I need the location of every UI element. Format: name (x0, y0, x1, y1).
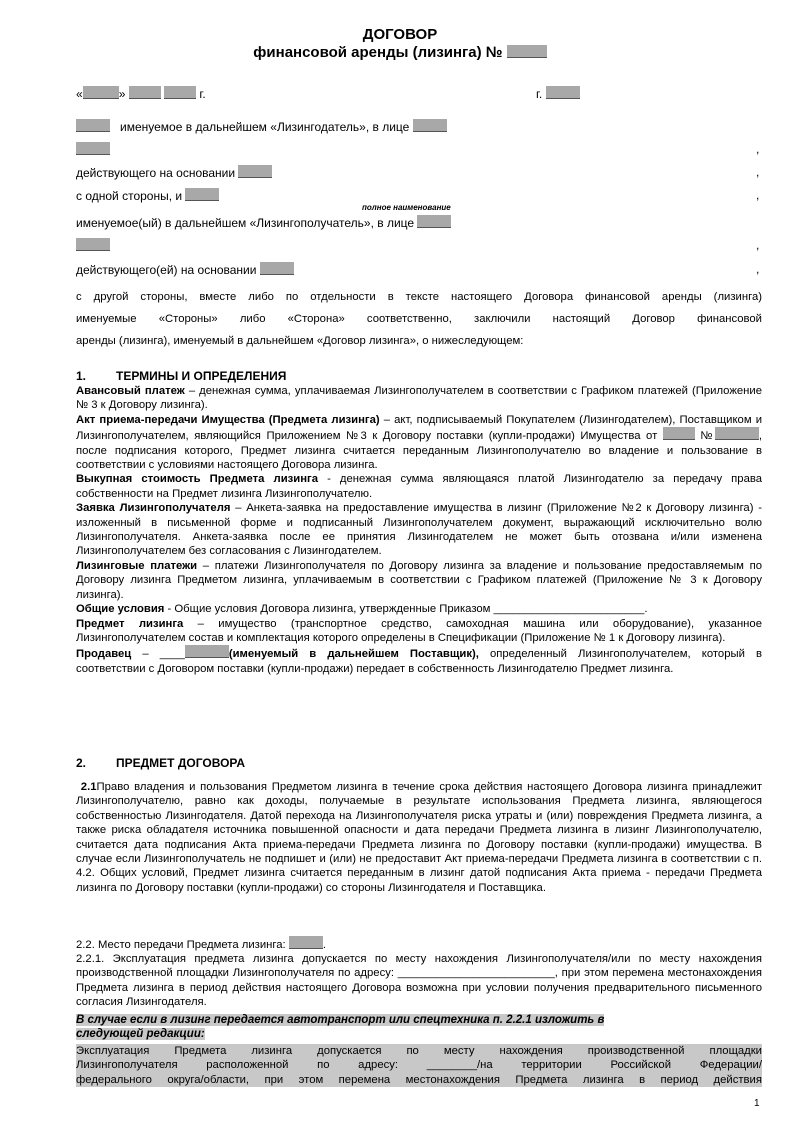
subtitle-text: финансовой аренды (лизинга) № (253, 44, 503, 61)
note-line-1: В случае если в лизинг передается автотранспорт или спецтехника п. 2.2.1 изложить в (76, 1014, 605, 1026)
note-line-2: следующей редакции: (76, 1028, 205, 1040)
lessor-rep-field[interactable] (413, 119, 447, 132)
lessee-line (76, 215, 451, 230)
section-2-number: 2. (76, 756, 87, 770)
term: Общие условия (76, 603, 165, 616)
definition: – платежи Лизингополучателя по Договору лизинга за владение и пользование предоставляемым по Договору лизинга Предметом лизинга, уплачиваемым в соответствии с Графиком платежей (Приложение № 3 к Договору лизинга). (76, 559, 762, 601)
comma: , (756, 188, 760, 202)
intro-line-1: с другой стороны, вместе либо по отдельности в тексте настоящего Договора финансовой аренды (лизинга) (76, 291, 762, 303)
lessee-text: именуемое(ый) в дальнейшем «Лизингополучатель», в лице (76, 216, 415, 230)
clause-number: 2.1 (80, 781, 97, 793)
alt-line-3: федерального округа/области, при этом перемена местонахождения Предмета лизинга в период действия (76, 1073, 762, 1086)
lessor-rep-line (76, 142, 110, 157)
section-2-title: ПРЕДМЕТ ДОГОВОРА (116, 756, 246, 770)
month-field[interactable] (129, 86, 161, 99)
clause-text: Право владения и пользования Предметом лизинга в течение срока действия настоящего Договора лизинга принадлежит Лизингополучателю, равно как доходы, получаемые в результате использования Предмета лизинга, являющегося собственностью Лизингодателя. Датой перехода на Лизингополучателя риска утраты и (или) повреждения Предмета лизинга, а также риска обладателя источника повышенной опасности и дата передачи Предмета лизинга в лизинг Лизингополучателю, считается дата подписания Акта приема-передачи Предмета лизинга по Договору поставки (купли-продажи) имущества. В случае если Лизингополучатель не подпишет и (или) не предоставит Акт приема-передачи Предмета лизинга в соответствии с п. 4.2. Общих условий, Предмет лизинга считается переданным в лизинг датой подписания Акта приема - передачи Предмета лизинга по Договору поставки (купли-продажи) со стороны Лизингодателя и Поставщика. (76, 781, 762, 894)
term: Предмет лизинга (76, 617, 184, 630)
document-subtitle (0, 44, 800, 61)
lessee-rep-name-field[interactable] (76, 238, 110, 251)
clause-end: . (322, 939, 326, 951)
definition-seller (76, 645, 762, 676)
acting-basis-text: действующего на основании (76, 166, 236, 180)
definition-subject (76, 617, 762, 646)
clause-2-2 (76, 936, 762, 952)
document-title: ДОГОВОР (362, 26, 438, 43)
city-prefix: г. (536, 87, 543, 101)
number-sign: № (694, 430, 715, 443)
acting-basis-2-line (76, 262, 294, 277)
acting-basis-2-text: действующего(ей) на основании (76, 263, 257, 277)
definition-act (76, 413, 762, 473)
comma: , (756, 142, 760, 156)
city-field[interactable] (546, 86, 580, 99)
seller-name-field[interactable] (185, 645, 229, 658)
definition: определенный Лизингополучателем, который в соответствии с Договором поставки (купли-продажи) передает в собственность Лизингодателю Предмет лизинга. (76, 648, 762, 675)
vehicle-note (76, 1013, 762, 1041)
close-quote: » (118, 87, 126, 101)
section-1-number: 1. (76, 369, 87, 383)
one-side-line (76, 188, 219, 203)
page-number: 1 (754, 1098, 760, 1109)
supply-number-field[interactable] (715, 427, 759, 440)
supply-date-field[interactable] (663, 427, 695, 440)
definition: – Анкета-заявка на предоставление имущества в лизинг (Приложение №2 к Договору лизинга) - изложенный в письменной форме и подписанный Лизингополучателем документ, выражающий исключительно волю Лизингополучателя. Анкета-заявка после ее принятия Лизингодателем не может быть отозвана и/или изменена Лизингополучателем без согласования с Лизингодателем. (76, 502, 762, 558)
city-line (536, 86, 580, 101)
contract-number-field[interactable] (507, 45, 547, 58)
definitions (76, 384, 762, 676)
term: Лизинговые платежи (76, 559, 198, 572)
term: Выкупная стоимость Предмета лизинга (76, 473, 319, 486)
definition-general-terms (76, 602, 762, 616)
term: Продавец (76, 648, 132, 661)
lessor-name-field[interactable] (76, 119, 110, 132)
definition: - денежная сумма являющаяся платой Лизингодателю за передачу права собственности на Предмет лизинга Лизингополучателю. (76, 473, 763, 500)
full-name-note: полное наименование (362, 203, 451, 212)
definition-payments (76, 559, 762, 602)
acting-basis-line (76, 165, 272, 180)
clause-2-2-1 (76, 952, 762, 1010)
dash: – ____ (131, 648, 185, 661)
year-field[interactable] (164, 86, 196, 99)
intro-line-2: именуемые «Стороны» либо «Сторона» соответственно, заключили настоящий Договор финансовой (76, 313, 762, 325)
clause-2-1 (76, 780, 762, 895)
lessor-line (76, 119, 447, 134)
comma: , (756, 165, 760, 179)
lessor-rep-name-field[interactable] (76, 142, 110, 155)
section-2-heading (76, 756, 245, 770)
clause-text: 2.2.1. Эксплуатация предмета лизинга допускается по месту нахождения Лизингополучателя/или по месту нахождения производственной площадки Лизингополучателя по адресу: _________________________, при этом перемена местонахождения Предмета лизинга в период действия настоящего Договора возможна при условии получения предварительного письменного согласия Лизингодателя. (76, 953, 762, 1009)
definition: – акт, подписываемый Покупателем (Лизингодателем), Поставщиком и Лизингополучателем, являющийся Приложением №3 к Договору поставки (купли-продажи) Имущества от (76, 413, 762, 443)
year-suffix: г. (199, 87, 206, 101)
lessor-basis-field[interactable] (238, 165, 272, 178)
date-line (76, 86, 206, 101)
definition-advance (76, 384, 762, 413)
alternative-clause (76, 1044, 762, 1087)
definition: – имущество (транспортное средство, самоходная машина или оборудование), указанное Лизингополучателем состав и комплектация которого определены в Спецификации (Приложение № 1 к Договору лизинга). (76, 617, 762, 644)
comma: , (756, 262, 760, 276)
definition: , после подписания которого, Предмет лизинга считается переданным Лизингополучателю во владение и пользование в соответствии с условиями настоящего Договора лизинга. (76, 430, 762, 472)
definition-buyout (76, 472, 762, 501)
transfer-place-field[interactable] (289, 936, 323, 949)
section-1-title: ТЕРМИНЫ И ОПРЕДЕЛЕНИЯ (116, 369, 287, 383)
lessee-name-field[interactable] (185, 188, 219, 201)
definition-application (76, 501, 762, 559)
term: Заявка Лизингополучателя (76, 502, 231, 515)
section-1-heading (76, 369, 286, 383)
term: Акт приема-передачи Имущества (Предмета лизинга) (76, 413, 380, 426)
term: Авансовый платеж (76, 385, 185, 397)
term: (именуемый в дальнейшем Поставщик), (228, 648, 479, 661)
alt-line-1: Эксплуатация Предмета лизинга допускается по месту нахождения производственной площадки (76, 1045, 762, 1057)
definition: – денежная сумма, уплачиваемая Лизингополучателем в соответствии с Графиком платежей (Приложение № 3 к Договору лизинга). (76, 385, 762, 412)
definition: - Общие условия Договора лизинга, утвержденные Приказом ________________________. (164, 603, 648, 616)
day-field[interactable] (83, 86, 119, 99)
intro-paragraph (76, 286, 762, 352)
lessee-rep-field[interactable] (417, 215, 451, 228)
lessee-basis-field[interactable] (260, 262, 294, 275)
clause-text: 2.2. Место передачи Предмета лизинга: (76, 939, 286, 951)
comma: , (756, 238, 760, 252)
lessee-rep-line (76, 238, 110, 253)
one-side-text: с одной стороны, и (76, 189, 183, 203)
open-quote: « (76, 87, 83, 101)
lessor-text: именуемое в дальнейшем «Лизингодатель», в лице (120, 120, 410, 134)
intro-line-3: аренды (лизинга), именуемый в дальнейшем «Договор лизинга», о нижеследующем: (76, 335, 524, 347)
alt-line-2: Лизингополучателя расположенной по адресу: ________/на территории Российской Федерации/ (76, 1059, 762, 1072)
